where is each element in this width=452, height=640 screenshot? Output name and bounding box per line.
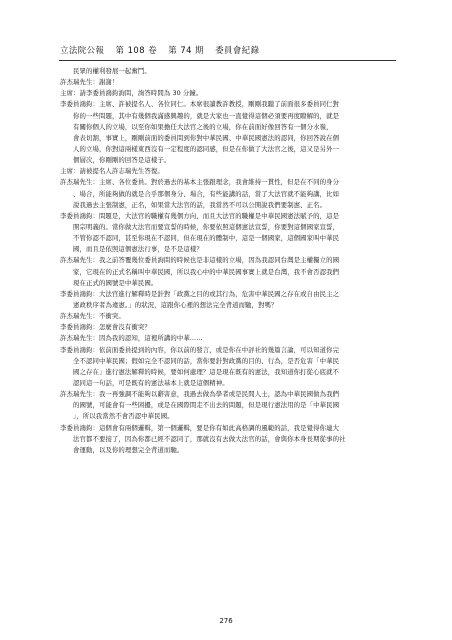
transcript-line: 法官都不要接了，因為你都已經不認同了，那就沒有去做大法官的話，會與你本身長期從事的社 — [73, 434, 346, 443]
transcript-line: 不管你認不認同，甚至你現在不認同，但在現在的體制中，這是一個國家，這個國家叫中華民 — [73, 234, 340, 243]
transcript-line: 許杰瑞先生：我一再強調不能夠以辭害意，我過去做為學者或是民間人士，認為中華民國做為我們 — [60, 390, 340, 399]
transcript-line: 許杰瑞先生：主席、各位委員。對於過去的基本主張跟理念，我會維持一貫性，但是在不同的身分 — [60, 178, 340, 187]
transcript-line: 許杰瑞先生：謝謝！ — [60, 78, 119, 87]
transcript-line: 主席：請被提名人許志瑞先生答復。 — [60, 167, 164, 176]
transcript-line: 許杰瑞先生：不衝突。 — [60, 312, 125, 321]
transcript-line: 國，而且是依照這個憲法行事，是不是這樣？ — [73, 245, 203, 254]
header-rule — [59, 60, 396, 61]
transcript-line: 主席：請李委員鴻鈞詢問，詢答時間為 30 分鐘。 — [60, 89, 203, 98]
transcript-line: 、場合，所能夠做的就是合乎那個身分、場合，有些能講的話，當了大法官就不能夠講，比如 — [73, 189, 340, 198]
transcript-line: 國之存在」進行憲法解釋的時候，要如何處理？這是現在既有的憲法，我知道你打從心底就不 — [73, 367, 340, 376]
transcript-line: 有關你個人的立場，以至你如果擔任大法官之後的立場，你在前面好像回答有一個分水嶺， — [73, 122, 333, 131]
transcript-line: 個層次，你剛剛的回答是這樣子。 — [73, 156, 171, 165]
page-number: 276 — [219, 617, 233, 625]
section-title: 委員會紀錄 — [215, 45, 260, 55]
transcript-line: 的國號，可能會有一些困擾，或是在國際間走不出去的問題，但是現行憲法用的是「中華民國 — [73, 401, 340, 410]
transcript-line: 會表切割，事實上，剛剛前面的委員問到你對中華民國、中華民國憲法的認同，你回答說在個 — [73, 133, 340, 142]
transcript-line: 人的立場，你對這兩樣東西沒有一定程度的認同感，但是在你做了大法官之後，這又是另外一 — [73, 144, 340, 153]
transcript-line: 李委員鴻鈞：問題是，大法官的職權有幾個方向，而且大法官的職權是中華民國憲法賦予的，這是 — [60, 211, 340, 220]
page-header — [60, 44, 400, 56]
transcript-line: 家，它現在的正式名稱叫中華民國，所以我心中的中華民國事實上就是台灣，我不會否認我們 — [73, 267, 340, 276]
transcript-line: 李委員鴻鈞：大法官進行解釋時是針對「政黨之目的或其行為，危害中華民國之存在或自由民主之 — [60, 289, 340, 298]
transcript-line: 李委員鴻鈞：主席、許被提名人、各位同仁。本席很讀教許教授，剛剛我聽了前面很多委員同仁對 — [60, 100, 340, 109]
transcript-line: 開宗明義的。當你做大法官而要宣誓的時候，你要依照這個憲法宣誓，你要對這個國家宣誓， — [73, 222, 340, 231]
transcript-line: 民眾的權利發展一起奮鬥。 — [73, 67, 151, 75]
transcript-line: 說我過去主張制憲，正名，如果當大法官的話，我當然不可以公開說我們要制憲、正名。 — [73, 200, 327, 209]
transcript-line: 會運動，以及你的理想完全背道而馳。 — [73, 445, 184, 454]
transcript-line: 許杰瑞先生：因為我的認知，這裡所講的中華…… — [60, 334, 203, 343]
transcript-line: 全不認同中華民國；假如完全不認同的話，當你要針對政黨的目的、行為，是否危害「中華民 — [73, 356, 340, 365]
transcript-line: 憲政秩序者為違憲。」的狀況，這跟你心裡的想法完全背道而馳，對嗎？ — [73, 300, 278, 309]
transcript-line: 你的一些問題，其中有幾個我滿感興趣的，就是大家也一直覺得這個必須要再度瞭解的，就是 — [73, 111, 340, 120]
transcript-body — [60, 66, 400, 456]
transcript-line: 李委員鴻鈞：這個會有兩個邏輯，第一個邏輯，要是你有如此高格調的風範的話，我是覺得你連大 — [60, 423, 340, 432]
transcript-line: 認同這一句話，可是既有的憲法基本上就是這個精神。 — [73, 378, 229, 387]
volume: 第 108 卷 — [115, 45, 158, 55]
transcript-line: 李委員鴻鈞：怎麼會沒有衝突？ — [60, 323, 151, 332]
transcript-line: 現在正式的國號是中華民國。 — [73, 278, 158, 287]
publication-name: 立法院公報 — [60, 45, 105, 55]
transcript-line: 」，所以我當然不會否認中華民國。 — [73, 412, 174, 421]
transcript-line: 李委員鴻鈞：依前面委員提到的內容，你以前的發言，或是你在中評社的幾篇言論，可以知道你完 — [60, 345, 340, 354]
issue: 第 74 期 — [168, 45, 205, 55]
transcript-line: 許杰瑞先生：我之前答覆幾位委員詢問的時候也是非這樣的立場，因為我認同台灣是主權獨立的國 — [60, 256, 340, 265]
